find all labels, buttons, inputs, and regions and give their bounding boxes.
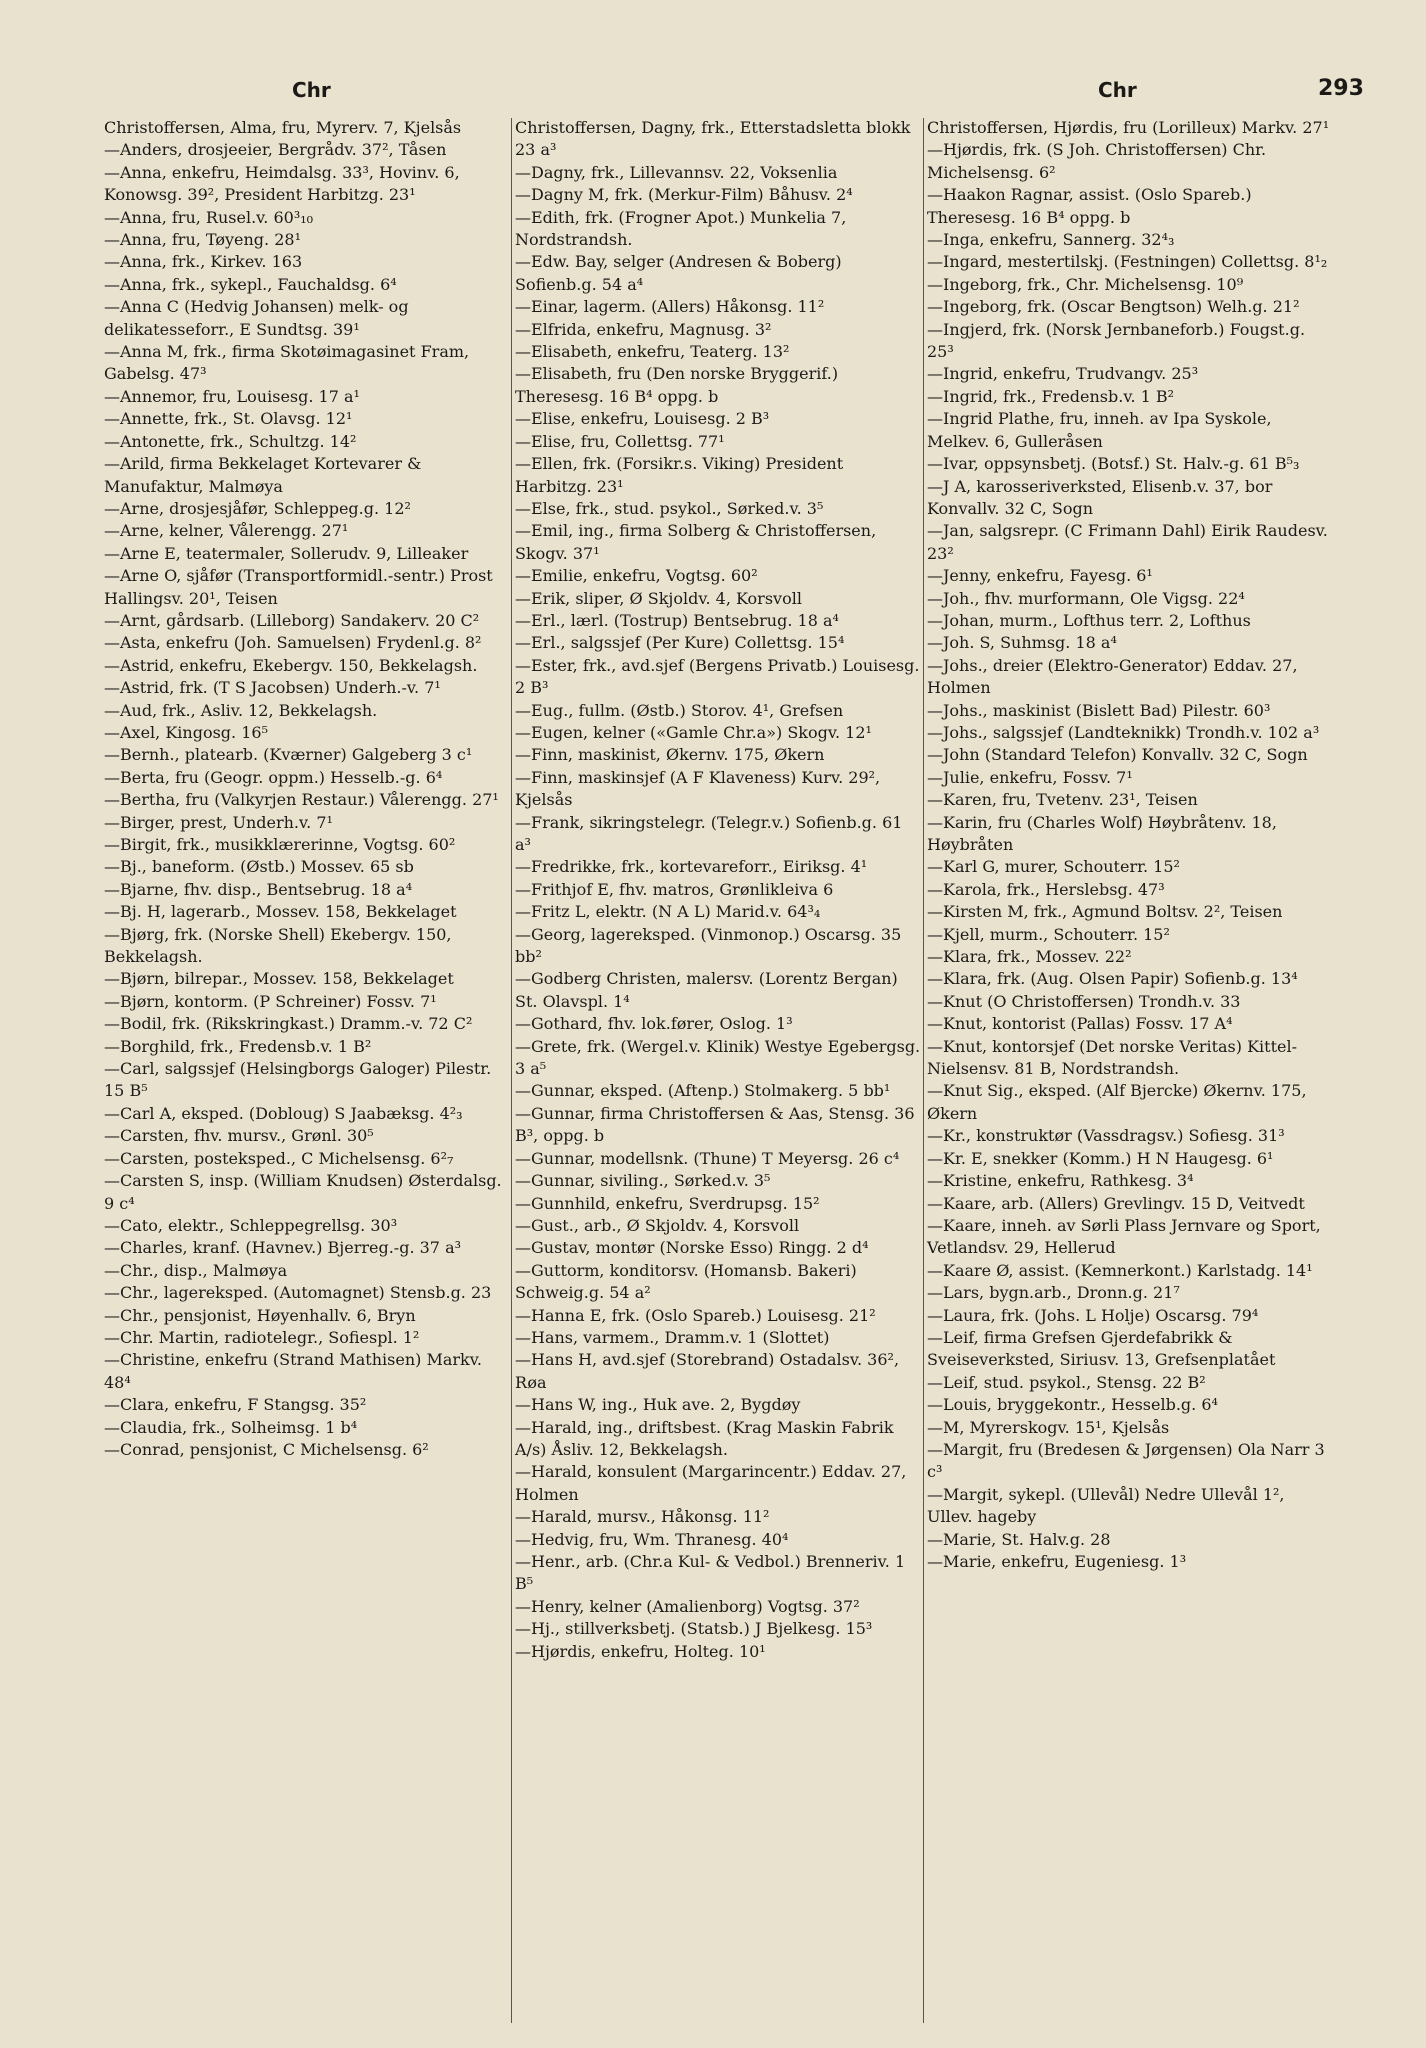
directory-entry: —Ingrid Plathe, fru, inneh. av Ipa Syskole, Melkev. 6, Gulleråsen (927, 409, 1272, 451)
directory-entry: —Johs., salgssjef (Landteknikk) Trondh.v. 102 a³ (927, 722, 1320, 742)
directory-entry: —Gustav, montør (Norske Esso) Ringg. 2 d⁴ (515, 1238, 869, 1258)
column-divider (923, 118, 924, 2023)
directory-entry: —Kaare, inneh. av Sørli Plass Jernvare og Sport, Vetlandsv. 29, Hellerud (927, 1215, 1321, 1258)
directory-entry: —Emilie, enkefru, Vogtsg. 60² (515, 566, 758, 586)
directory-entry: —Karl G, murer, Schouterr. 15² (927, 857, 1180, 877)
directory-entry: —Edw. Bay, selger (Andresen & Boberg) Sofienb.g. 54 a⁴ (515, 252, 842, 294)
directory-entry: —Erik, sliper, Ø Skjoldv. 4, Korsvoll (515, 588, 802, 608)
directory-entry: —Ingrid, enkefru, Trudvangv. 25³ (927, 364, 1199, 384)
directory-entry: —Hans W, ing., Huk ave. 2, Bygdøy (515, 1395, 801, 1415)
directory-entry: —Kristine, enkefru, Rathkesg. 3⁴ (927, 1171, 1194, 1191)
directory-entry: —Harald, mursv., Håkonsg. 11² (515, 1507, 770, 1527)
directory-entry: —Fritz L, elektr. (N A L) Marid.v. 64³₄ (515, 902, 821, 922)
directory-entry: —Frank, sikringstelegr. (Telegr.v.) Sofienb.g. 61 a³ (515, 812, 903, 854)
directory-entry: —Aud, frk., Asliv. 12, Bekkelagsh. (104, 700, 378, 720)
directory-entry: —Asta, enkefru (Joh. Samuelsen) Frydenl.g. 8² (104, 633, 482, 653)
directory-entry: —Bodil, frk. (Rikskringkast.) Dramm.-v. 72 C² (104, 1014, 473, 1034)
directory-entry: —Harald, ing., driftsbest. (Krag Maskin Fabrik A/s) Åsliv. 12, Bekkelagsh. (515, 1417, 894, 1459)
directory-entry: —Joh. S, Suhmsg. 18 a⁴ (927, 633, 1117, 653)
directory-entry: —Bjørn, kontorm. (P Schreiner) Fossv. 7¹ (104, 991, 437, 1011)
directory-entry: —Bernh., platearb. (Kværner) Galgeberg 3 c¹ (104, 745, 473, 765)
directory-entry: —Knut (O Christoffersen) Trondh.v. 33 (927, 991, 1241, 1011)
directory-entry: —Leif, stud. psykol., Stensg. 22 B² (927, 1372, 1206, 1392)
directory-entry: —J A, karosseriverksted, Elisenb.v. 37, bor Konvallv. 32 C, Sogn (927, 476, 1273, 518)
directory-entry: —Cato, elektr., Schleppegrellsg. 30³ (104, 1215, 398, 1235)
directory-entry: —Kjell, murm., Schouterr. 15² (927, 924, 1170, 944)
directory-entry: —Johan, murm., Lofthus terr. 2, Lofthus (927, 610, 1251, 630)
column-1 (104, 117, 510, 1461)
directory-entry: —Axel, Kingosg. 16⁵ (104, 722, 268, 742)
directory-entry: —Erl., salgssjef (Per Kure) Collettsg. 15⁴ (515, 633, 845, 653)
directory-entry: —Erl., lærl. (Tostrup) Bentsebrug. 18 a⁴ (515, 610, 839, 630)
directory-entry: —Karola, frk., Herslebsg. 47³ (927, 879, 1165, 899)
column-3 (927, 117, 1333, 1573)
directory-entry: —Elisabeth, fru (Den norske Bryggerif.) Theresesg. 16 B⁴ oppg. b (515, 364, 839, 406)
directory-entry: —Bertha, fru (Valkyrjen Restaur.) Vålerengg. 27¹ (104, 790, 499, 810)
directory-entry: —Lars, bygn.arb., Dronn.g. 21⁷ (927, 1283, 1180, 1303)
directory-entry: —Chr., disp., Malmøya (104, 1260, 288, 1280)
directory-entry: —Karin, fru (Charles Wolf) Høybråtenv. 18, Høybråten (927, 812, 1277, 854)
directory-entry: —Ingeborg, frk. (Oscar Bengtson) Welh.g. 21² (927, 297, 1300, 317)
directory-entry: —Charles, kranf. (Havnev.) Bjerreg.-g. 37 a³ (104, 1238, 462, 1258)
directory-entry: —Else, frk., stud. psykol., Sørked.v. 3⁵ (515, 498, 824, 518)
directory-entry: —Anna M, frk., firma Skotøimagasinet Fram, Gabelsg. 47³ (104, 342, 470, 384)
directory-entry: —Chr., pensjonist, Høyenhallv. 6, Bryn (104, 1305, 416, 1325)
directory-entry: —Klara, frk., Mossev. 22² (927, 947, 1132, 967)
directory-entry: —Elisabeth, enkefru, Teaterg. 13² (515, 342, 790, 362)
directory-entry: —Jan, salgsrepr. (C Frimann Dahl) Eirik Raudesv. 23² (927, 521, 1328, 563)
directory-entry: —Godberg Christen, malersv. (Lorentz Bergan) St. Olavspl. 1⁴ (515, 969, 898, 1011)
directory-entry: —Gunnar, eksped. (Aftenp.) Stolmakerg. 5 bb¹ (515, 1081, 891, 1101)
directory-entry: —Arne, kelner, Vålerengg. 27¹ (104, 521, 349, 541)
directory-entry: —Bjørg, frk. (Norske Shell) Ekebergv. 150, Bekkelagsh. (104, 924, 452, 967)
directory-entry: —Hjørdis, frk. (S Joh. Christoffersen) Chr. Michelsensg. 6² (927, 140, 1267, 182)
directory-entry: —Margit, fru (Bredesen & Jørgensen) Ola Narr 3 c³ (927, 1439, 1325, 1482)
directory-entry: —Birger, prest, Underh.v. 7¹ (104, 812, 333, 832)
directory-entry: —Ingrid, frk., Fredensb.v. 1 B² (927, 386, 1175, 406)
directory-entry: Christoffersen, Hjørdis, fru (Lorilleux) Markv. 27¹ (927, 118, 1330, 137)
directory-entry: Christoffersen, Alma, fru, Myrerv. 7, Kjelsås (104, 118, 462, 137)
directory-entry: —Bj., baneform. (Østb.) Mossev. 65 sb (104, 857, 414, 877)
directory-entry: —Guttorm, konditorsv. (Homansb. Bakeri) Schweig.g. 54 a² (515, 1260, 857, 1303)
directory-entry: —Henr., arb. (Chr.a Kul- & Vedbol.) Brenneriv. 1 B⁵ (515, 1552, 906, 1594)
directory-entry: —Bj. H, lagerarb., Mossev. 158, Bekkelaget (104, 902, 457, 922)
directory-entry: —Arild, firma Bekkelaget Kortevarer & Manufaktur, Malmøya (104, 454, 422, 496)
column-divider (511, 118, 512, 2023)
directory-entry: —Haakon Ragnar, assist. (Oslo Spareb.) Theresesg. 16 B⁴ oppg. b (927, 185, 1252, 227)
directory-entry: —Borghild, frk., Fredensb.v. 1 B² (104, 1036, 372, 1056)
directory-entry: —Johs., maskinist (Bislett Bad) Pilestr. 60³ (927, 700, 1271, 720)
directory-entry: —Anna, frk., sykepl., Fauchaldsg. 6⁴ (104, 274, 397, 294)
directory-entry: —Gunnar, modellsnk. (Thune) T Meyersg. 26 c⁴ (515, 1148, 900, 1168)
directory-entry: —Grete, frk. (Wergel.v. Klinik) Westye Egebergsg. 3 a⁵ (515, 1036, 921, 1079)
directory-entry: —Knut, kontorist (Pallas) Fossv. 17 A⁴ (927, 1014, 1233, 1034)
directory-entry: —Anders, drosjeeier, Bergrådv. 37², Tåsen (104, 140, 447, 160)
directory-entry: —Henry, kelner (Amalienborg) Vogtsg. 37² (515, 1596, 860, 1616)
column-2 (515, 117, 921, 1663)
directory-entry: —Joh., fhv. murformann, Ole Vigsg. 22⁴ (927, 588, 1245, 608)
running-header-middle: Chr (1098, 78, 1137, 102)
directory-entry: —Arnt, gårdsarb. (Lilleborg) Sandakerv. 20 C² (104, 610, 480, 630)
directory-entry: —Anna, enkefru, Heimdalsg. 33³, Hovinv. 6, Konowsg. 39², President Harbitzg. 23¹ (104, 162, 460, 205)
directory-entry: —Louis, bryggekontr., Hesselb.g. 6⁴ (927, 1395, 1218, 1415)
directory-entry: —Hjørdis, enkefru, Holteg. 10¹ (515, 1641, 766, 1661)
directory-entry: —Julie, enkefru, Fossv. 7¹ (927, 767, 1133, 787)
directory-entry: —Arne, drosjesjåfør, Schleppeg.g. 12² (104, 498, 411, 518)
directory-entry: —Hanna E, frk. (Oslo Spareb.) Louisesg. 21² (515, 1305, 876, 1325)
directory-entry: —Anna, fru, Tøyeng. 28¹ (104, 230, 301, 250)
directory-entry: —Conrad, pensjonist, C Michelsensg. 6² (104, 1439, 429, 1459)
directory-entry: —Karen, fru, Tvetenv. 23¹, Teisen (927, 790, 1198, 810)
directory-entry: —Carl, salgssjef (Helsingborgs Galoger) Pilestr. 15 B⁵ (104, 1059, 492, 1101)
directory-entry: —Carl A, eksped. (Dobloug) S Jaabæksg. 4²₃ (104, 1103, 463, 1123)
directory-entry: —Birgit, frk., musikklærerinne, Vogtsg. 60² (104, 835, 456, 854)
directory-entry: —Elise, enkefru, Louisesg. 2 B³ (515, 409, 770, 429)
directory-entry: —Dagny, frk., Lillevannsv. 22, Voksenlia (515, 162, 838, 182)
directory-entry: —Gothard, fhv. lok.fører, Oslog. 1³ (515, 1014, 793, 1034)
directory-entry: —Astrid, frk. (T S Jacobsen) Underh.-v. 7¹ (104, 678, 441, 698)
directory-entry: —Antonette, frk., Schultzg. 14² (104, 431, 357, 451)
directory-entry: —Elise, fru, Collettsg. 77¹ (515, 431, 725, 451)
directory-entry: —Kr. E, snekker (Komm.) H N Haugesg. 6¹ (927, 1148, 1274, 1168)
directory-entry: —Ingard, mestertilskj. (Festningen) Collettsg. 8¹₂ (927, 252, 1328, 272)
directory-entry: —Eug., fullm. (Østb.) Storov. 4¹, Grefsen (515, 700, 844, 720)
directory-entry: —Leif, firma Grefsen Gjerdefabrikk & Sveiseverksted, Siriusv. 13, Grefsenplatået (927, 1327, 1276, 1370)
directory-entry: —Klara, frk. (Aug. Olsen Papir) Sofienb.g. 13⁴ (927, 969, 1298, 989)
directory-entry: —Laura, frk. (Johs. L Holje) Oscarsg. 79⁴ (927, 1305, 1259, 1325)
directory-entry: —Annemor, fru, Louisesg. 17 a¹ (104, 386, 360, 406)
directory-entry: —Inga, enkefru, Sannerg. 32⁴₃ (927, 230, 1175, 250)
directory-entry: —Ivar, oppsynsbetj. (Botsf.) St. Halv.-g. 61 B⁵₃ (927, 454, 1300, 474)
directory-entry: —Bjørn, bilrepar., Mossev. 158, Bekkelaget (104, 969, 454, 989)
directory-entry: —Edith, frk. (Frogner Apot.) Munkelia 7, Nordstrandsh. (515, 207, 847, 250)
directory-entry: —Anna C (Hedvig Johansen) melk- og delikatesseforr., E Sundtsg. 39¹ (104, 297, 409, 339)
directory-entry: —Eugen, kelner («Gamle Chr.a») Skogv. 12¹ (515, 722, 872, 742)
directory-entry: —Knut, kontorsjef (Det norske Veritas) Kittel-Nielsensv. 81 B, Nordstrandsh. (927, 1036, 1298, 1079)
directory-entry: —Ingjerd, frk. (Norsk Jernbaneforb.) Fougst.g. 25³ (927, 319, 1306, 362)
directory-entry: —Elfrida, enkefru, Magnusg. 3² (515, 319, 772, 339)
directory-entry: —Ester, frk., avd.sjef (Bergens Privatb.) Louisesg. 2 B³ (515, 655, 920, 698)
directory-entry: —Harald, konsulent (Margarincentr.) Eddav. 27, Holmen (515, 1462, 907, 1504)
directory-entry: —Ellen, frk. (Forsikr.s. Viking) President Harbitzg. 23¹ (515, 454, 844, 496)
directory-entry: —Gunnar, firma Christoffersen & Aas, Stensg. 36 B³, oppg. b (515, 1103, 915, 1146)
directory-entry: —Frithjof E, fhv. matros, Grønlikleiva 6 (515, 879, 834, 899)
directory-entry: —Einar, lagerm. (Allers) Håkonsg. 11² (515, 297, 825, 317)
directory-entry: —Anna, frk., Kirkev. 163 (104, 252, 303, 272)
directory-entry: —Kr., konstruktør (Vassdragsv.) Sofiesg. 31³ (927, 1126, 1285, 1146)
directory-entry: —Arne E, teatermaler, Sollerudv. 9, Lilleaker (104, 543, 469, 563)
directory-entry: —Marie, St. Halv.g. 28 (927, 1529, 1111, 1549)
directory-entry: —Emil, ing., firma Solberg & Christoffersen, Skogv. 37¹ (515, 521, 877, 563)
directory-entry: —Hans, varmem., Dramm.v. 1 (Slottet) (515, 1327, 830, 1347)
directory-entry: —Chr., lagereksped. (Automagnet) Stensb.g. 23 (104, 1283, 492, 1303)
directory-entry: Christoffersen, Dagny, frk., Etterstadsletta blokk 23 a³ (515, 118, 911, 160)
directory-entry: —Margit, sykepl. (Ullevål) Nedre Ullevål 1², Ullev. hageby (927, 1484, 1285, 1527)
directory-entry: —Gunnar, siviling., Sørked.v. 3⁵ (515, 1171, 771, 1191)
directory-entry: —Chr. Martin, radiotelegr., Sofiespl. 1² (104, 1327, 420, 1347)
directory-entry: —Johs., dreier (Elektro-Generator) Eddav. 27, Holmen (927, 655, 1298, 698)
directory-entry: —Marie, enkefru, Eugeniesg. 1³ (927, 1552, 1187, 1571)
directory-entry: —Claudia, frk., Solheimsg. 1 b⁴ (104, 1417, 358, 1437)
directory-entry: —Kirsten M, frk., Agmund Boltsv. 2², Teisen (927, 902, 1283, 922)
directory-entry: —Finn, maskinsjef (A F Klaveness) Kurv. 29², Kjelsås (515, 767, 881, 810)
directory-entry: —Kaare, arb. (Allers) Grevlingv. 15 D, Veitvedt (927, 1193, 1305, 1213)
directory-entry: —Hj., stillverksbetj. (Statsb.) J Bjelkesg. 15³ (515, 1619, 873, 1639)
directory-entry: —Kaare Ø, assist. (Kemnerkont.) Karlstadg. 14¹ (927, 1260, 1313, 1280)
directory-entry: —Clara, enkefru, F Stangsg. 35² (104, 1395, 367, 1415)
directory-entry: —Astrid, enkefru, Ekebergv. 150, Bekkelagsh. (104, 655, 478, 675)
directory-entry: —John (Standard Telefon) Konvallv. 32 C, Sogn (927, 745, 1308, 765)
directory-entry: —Knut Sig., eksped. (Alf Bjercke) Økernv. 175, Økern (927, 1081, 1307, 1123)
directory-entry: —Ingeborg, frk., Chr. Michelsensg. 10⁹ (927, 274, 1244, 294)
directory-entry: —Georg, lagereksped. (Vinmonop.) Oscarsg. 35 bb² (515, 924, 902, 967)
directory-entry: —Anna, fru, Rusel.v. 60³₁₀ (104, 207, 314, 227)
directory-entry: —Carsten, fhv. mursv., Grønl. 30⁵ (104, 1126, 374, 1146)
directory-entry: —Gunnhild, enkefru, Sverdrupsg. 15² (515, 1193, 820, 1213)
directory-entry: —Hans H, avd.sjef (Storebrand) Ostadalsv. 36², Røa (515, 1350, 900, 1392)
directory-entry: —Hedvig, fru, Wm. Thranesg. 40⁴ (515, 1529, 789, 1549)
directory-entry: —Fredrikke, frk., kortevareforr., Eiriksg. 4¹ (515, 857, 868, 877)
directory-entry: —Annette, frk., St. Olavsg. 12¹ (104, 409, 353, 429)
directory-entry: —Carsten, posteksped., C Michelsensg. 6²₇ (104, 1148, 454, 1168)
directory-entry: —Carsten S, insp. (William Knudsen) Østerdalsg. 9 c⁴ (104, 1171, 502, 1213)
directory-entry: —Gust., arb., Ø Skjoldv. 4, Korsvoll (515, 1215, 800, 1235)
directory-entry: —Jenny, enkefru, Fayesg. 6¹ (927, 566, 1153, 586)
directory-entry: —Dagny M, frk. (Merkur-Film) Båhusv. 2⁴ (515, 185, 853, 205)
page-number: 293 (1318, 76, 1364, 101)
directory-entry: —Berta, fru (Geogr. oppm.) Hesselb.-g. 6⁴ (104, 767, 443, 787)
directory-entry: —Finn, maskinist, Økernv. 175, Økern (515, 745, 825, 765)
running-header-left: Chr (292, 78, 331, 102)
directory-entry: —Bjarne, fhv. disp., Bentsebrug. 18 a⁴ (104, 879, 413, 899)
directory-entry: —M, Myrerskogv. 15¹, Kjelsås (927, 1417, 1170, 1437)
directory-entry: —Arne O, sjåfør (Transportformidl.-sentr.) Prost Hallingsv. 20¹, Teisen (104, 566, 493, 608)
directory-entry: —Christine, enkefru (Strand Mathisen) Markv. 48⁴ (104, 1350, 482, 1392)
